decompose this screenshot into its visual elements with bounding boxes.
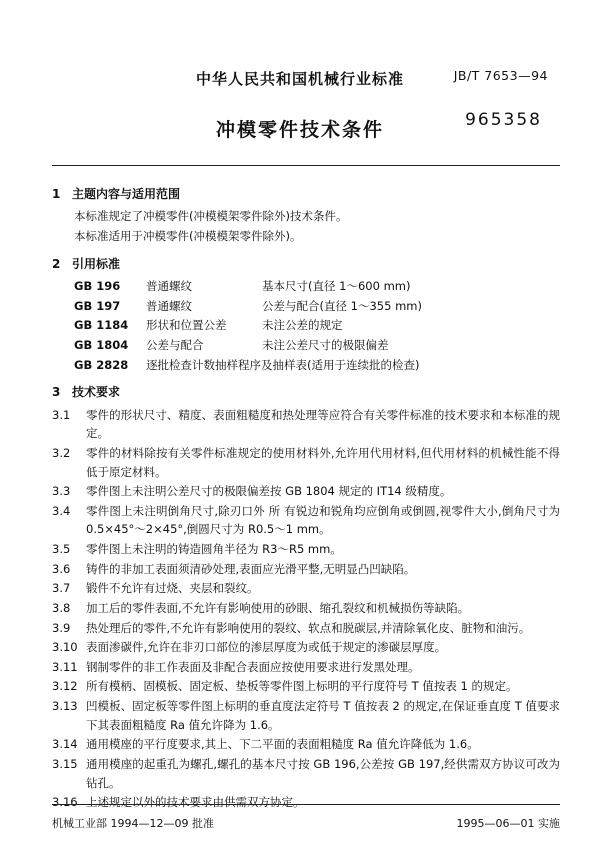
clause-number: 3.2 [52, 445, 71, 460]
reference-code: GB 1184 [74, 318, 129, 333]
clause [52, 793, 560, 812]
clause-text: 热处理后的零件,不允许有影响使用的裂纹、软点和脱碳层,并清除氧化皮、脏物和油污。 [86, 620, 531, 635]
reference-code: GB 1804 [74, 338, 129, 352]
clause [52, 560, 560, 579]
clause [52, 579, 560, 598]
standard-org-heading: 中华人民共和国机械行业标准 [195, 70, 404, 88]
clause-text: 零件的材料除按有关零件标准规定的使用材料外,允许用代用材料,但代用材料的机械性能不得低于原定材料。 [86, 445, 560, 479]
header-divider [52, 165, 560, 166]
clause [52, 406, 560, 443]
clause-text: 零件图上未注明的铸造圆角半径为 R3～R5 mm。 [86, 542, 342, 557]
clause-text: 通用模座的起重孔为螺孔,螺孔的基本尺寸按 GB 196,公差按 GB 197,经供需双方协议可改为钻孔。 [86, 756, 560, 790]
footer-issuer: 机械工业部 1994—12—09 批准 [52, 817, 214, 830]
reference-name: 公差与配合 [146, 338, 204, 352]
reference-desc: 未注公差的规定 [262, 318, 343, 333]
registration-number: 965358 [465, 110, 542, 130]
reference-code: GB 197 [74, 298, 121, 313]
reference-desc: 公差与配合(直径 1～355 mm) [262, 298, 422, 313]
clause-number: 3.11 [52, 659, 78, 674]
list-item [74, 297, 560, 316]
clause-number: 3.7 [52, 581, 71, 596]
clause-text: 加工后的零件表面,不允许有影响使用的砂眼、缩孔裂纹和机械损伤等缺陷。 [86, 600, 470, 615]
section-title-2: 引用标准 [72, 256, 121, 271]
clause-text: 所有模柄、固模板、固定板、垫板等零件图上标明的平行度符号 T 值按表 1 的规定。 [86, 679, 518, 694]
clause-number: 3.8 [52, 600, 71, 615]
reference-code: GB 196 [74, 279, 121, 294]
clause [52, 540, 560, 559]
standard-number: JB/T 7653—94 [453, 68, 548, 83]
clause [52, 502, 560, 539]
clause [52, 638, 560, 657]
list-item [74, 336, 560, 355]
clause-number: 3.15 [52, 756, 78, 771]
clause-text: 锻件不允许有过烧、夹层和裂纹。 [86, 581, 259, 596]
document-body [52, 176, 560, 813]
clause-number: 3.14 [52, 737, 78, 752]
clause-number: 3.4 [52, 503, 71, 518]
clause-number: 3.9 [52, 620, 71, 635]
reference-name: 逐批检查计数抽样程序及抽样表(适用于连续批的检查) [146, 357, 420, 372]
page-footer [52, 815, 560, 831]
section-heading-3 [52, 383, 560, 402]
section-number-2: 2 [52, 256, 61, 271]
clause-number: 3.3 [52, 484, 71, 499]
clause [52, 735, 560, 754]
clause [52, 658, 560, 677]
clause-text: 上述规定以外的技术要求由供需双方协定。 [86, 795, 305, 810]
footer-divider [52, 804, 560, 805]
clause-number: 3.10 [52, 640, 78, 655]
clause [52, 677, 560, 696]
reference-code: GB 2828 [74, 357, 129, 372]
clause-number: 3.1 [52, 407, 71, 422]
section-number-3: 3 [52, 385, 61, 400]
reference-desc: 未注公差尺寸的极限偏差 [262, 338, 389, 352]
list-item [74, 316, 560, 335]
clause [52, 697, 560, 734]
section-title-1: 主题内容与适用范围 [72, 187, 181, 201]
clause-text: 零件图上未注明倒角尺寸,除刃口外 所 有锐边和锐角均应倒角或倒圆,视零件大小,倒角尺寸为 0.5×45°～2×45°,倒圆尺寸为 R0.5～1 mm。 [86, 503, 560, 537]
section-title-3: 技术要求 [72, 385, 121, 400]
clause-number: 3.13 [52, 699, 78, 714]
list-item [74, 277, 560, 296]
clause-text: 钢制零件的非工作表面及非配合表面应按使用要求进行发黑处理。 [86, 659, 420, 674]
clause-text: 通用模座的平行度要求,其上、下二平面的表面粗糙度 Ra 值允许降低为 1.6。 [86, 737, 479, 752]
clause-text: 零件的形状尺寸、精度、表面粗糙度和热处理等应符合有关零件标准的技术要求和本标准的规定。 [86, 407, 560, 441]
clause-number: 3.5 [52, 542, 71, 557]
reference-name: 普通螺纹 [146, 279, 192, 294]
section-heading-1 [52, 185, 560, 204]
clause [52, 482, 560, 501]
reference-desc: 基本尺寸(直径 1～600 mm) [262, 279, 411, 294]
clause [52, 619, 560, 638]
clause-number: 3.6 [52, 561, 71, 576]
clause [52, 599, 560, 618]
paragraph: 本标准适用于冲模零件(冲模模架零件除外)。 [74, 229, 302, 244]
reference-name: 形状和位置公差 [146, 318, 227, 333]
clause-text: 凹模板、固定板等零件图上标明的垂直度法定符号 T 值按表 2 的规定,在保证垂直度 T 值要求下其表面粗糙度 Ra 值允许降为 1.6。 [86, 699, 560, 732]
clause-text: 铸件的非加工表面须清砂处理,表面应光滑平整,无明显凸凹缺陷。 [86, 561, 416, 576]
list-item [74, 356, 560, 375]
clause-text: 零件图上未注明公差尺寸的极限偏差按 GB 1804 规定的 IT14 级精度。 [86, 484, 452, 499]
section-number-1: 1 [52, 187, 61, 201]
clause [52, 755, 560, 792]
clause [52, 444, 560, 481]
clause-number: 3.16 [52, 795, 78, 810]
paragraph: 本标准规定了冲模零件(冲模模架零件除外)技术条件。 [74, 209, 348, 224]
clause-text: 表面渗碳件,允许在非刃口部位的渗层厚度为或低于规定的渗碳层厚度。 [86, 640, 447, 655]
clause-number: 3.12 [52, 679, 78, 694]
section-heading-2 [52, 255, 560, 274]
reference-standards-list [52, 277, 560, 374]
page-title: 冲模零件技术条件 [215, 119, 384, 141]
reference-name: 普通螺纹 [146, 298, 192, 313]
footer-effective-date: 1995—06—01 实施 [456, 817, 560, 830]
